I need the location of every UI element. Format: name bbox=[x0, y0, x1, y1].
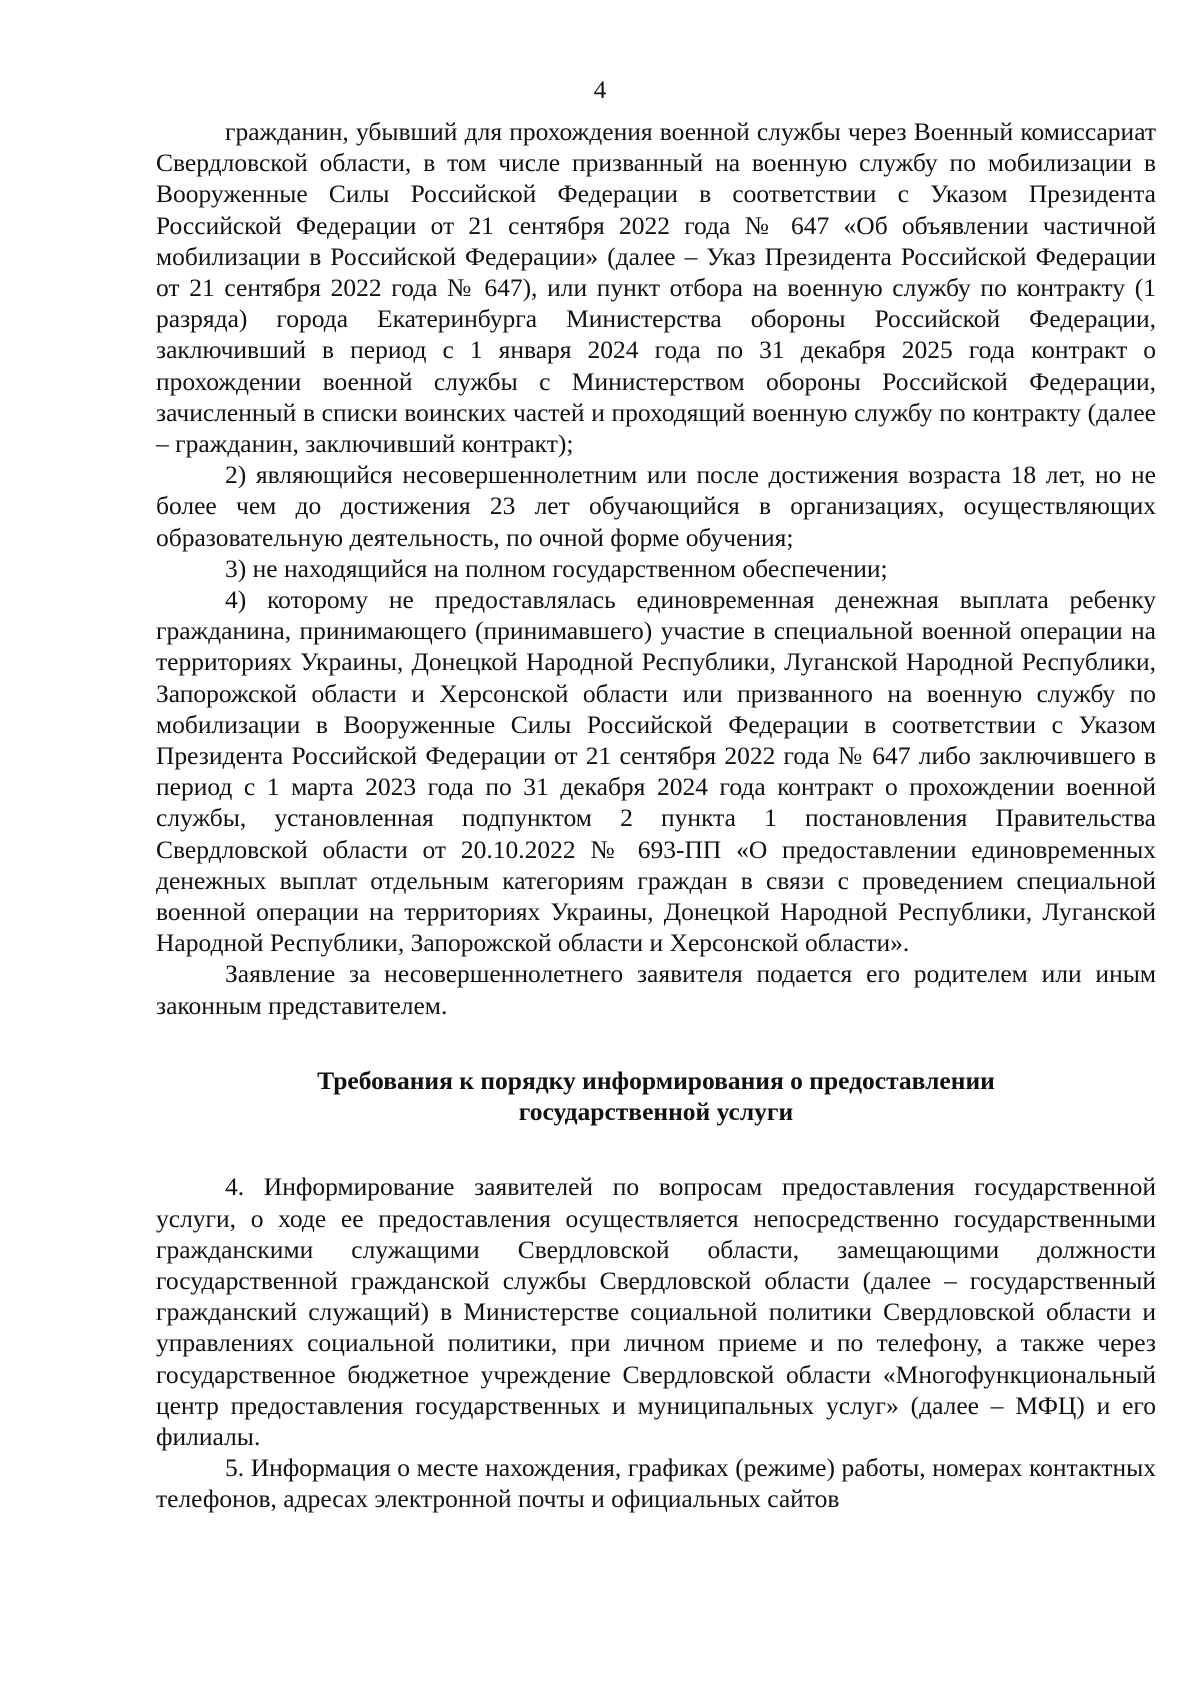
paragraph-condition-3: 3) не находящийся на полном государственном обеспечении; bbox=[225, 553, 888, 583]
paragraph-citizen-definition: гражданин, убывший для прохождения военной службы через Военный комиссариат Свердловской области, в том числе призванный на военную службу по мобилизации в Вооруженные Силы Российской Федерации в соответствии с Указом Президента Российской Федерации от 21 сентября 2022 года № 647 «Об объявлении частичной мобилизации в Российской Федерации» (далее – Указ Президента Российской Федерации от 21 сентября 2022 года № 647), или пункт отбора на военную службу по контракту (1 разряда) города Екатеринбурга Министерства обороны Российской Федерации, заключивший в период с 1 января 2024 года по 31 декабря 2025 года контракт о прохождении военной службы с Министерством обороны Российской Федерации, зачисленный в списки воинских частей и проходящий военную службу по контракту (далее – гражданин, заключивший контракт); bbox=[156, 117, 1156, 459]
paragraph-minor-application: Заявление за несовершеннолетнего заявителя подается его родителем или иным законным представителем. bbox=[156, 959, 1156, 1020]
paragraph-condition-4: 4) которому не предоставлялась единовременная денежная выплата ребенку гражданина, принимающего (принимавшего) участие в специальной военной операции на территориях Украины, Донецкой Народной Республики, Луганской Народной Республики, Запорожской области и Херсонской области или призванного на военную службу по мобилизации в Вооруженные Силы Российской Федерации в соответствии с Указом Президента Российской Федерации от 21 сентября 2022 года № 647 либо заключившего в период с 1 марта 2023 года по 31 декабря 2024 года контракт о прохождении военной службы, установленная подпунктом 2 пункта 1 постановления Правительства Свердловской области от 20.10.2022 № 693-ПП «О предоставлении единовременных денежных выплат отдельным категориям граждан в связи с проведением специальной военной операции на территориях Украины, Донецкой Народной Республики, Луганской Народной Республики, Запорожской области и Херсонской области». bbox=[156, 585, 1156, 958]
paragraph-item-5: 5. Информация о месте нахождения, графиках (режиме) работы, номерах контактных телефонов, адресах электронной почты и официальных сайтов bbox=[156, 1453, 1156, 1514]
paragraph-item-4: 4. Информирование заявителей по вопросам предоставления государственной услуги, о ходе ее предоставления осуществляется непосредственно государственными гражданскими служащими Свердловской области, замещающими должности государственной гражданской службы Свердловской области (далее – государственный гражданский служащий) в Министерстве социальной политики Свердловской области и управлениях социальной политики, при личном приеме и по телефону, а также через государственное бюджетное учреждение Свердловской области «Многофункциональный центр предоставления государственных и муниципальных услуг» (далее – МФЦ) и его филиалы. bbox=[156, 1172, 1156, 1451]
section-heading-line-2: государственной услуги bbox=[518, 1097, 794, 1127]
section-heading-line-1: Требования к порядку информирования о предоставлении bbox=[317, 1065, 995, 1095]
section-heading bbox=[156, 1065, 1156, 1127]
paragraph-condition-2: 2) являющийся несовершеннолетним или после достижения возраста 18 лет, но не более чем до достижения 23 лет обучающийся в организациях, осуществляющих образовательную деятельность, по очной форме обучения; bbox=[156, 460, 1156, 552]
page-number: 4 bbox=[593, 77, 607, 104]
document-body bbox=[156, 116, 1156, 1515]
